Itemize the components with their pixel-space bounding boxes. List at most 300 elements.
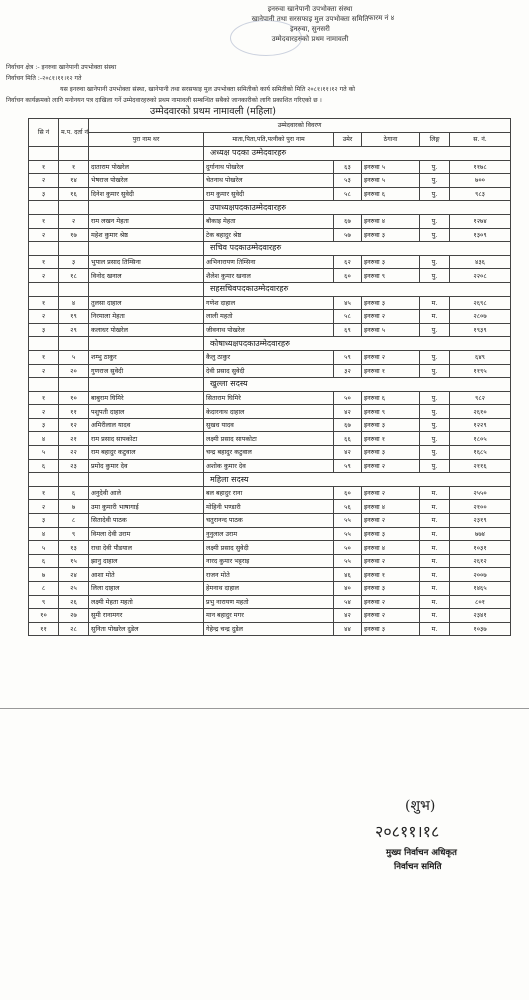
cell-sex: पु. xyxy=(420,364,450,378)
col-name: पुरा नाम थर xyxy=(89,133,204,147)
cell-addr: इनरुवा २ xyxy=(362,595,420,609)
cell-name: भुपाल प्रसाद तिम्सिना xyxy=(89,255,204,269)
cell-parent: लक्ष्मी प्रसाद सुवेदी xyxy=(204,541,334,555)
section-header-row xyxy=(29,201,511,215)
cell-age: ५० xyxy=(334,541,362,555)
section-spacer-cell xyxy=(59,378,89,392)
letterhead-line-4: उम्मेदवारहरुको प्रथम नामावली xyxy=(271,35,349,43)
cell-age: ५६ xyxy=(334,500,362,514)
section-label: खुल्ला सदस्य xyxy=(204,378,511,392)
cell-age: ४० xyxy=(334,582,362,596)
cell-sex: म. xyxy=(420,310,450,324)
cell-dn: ६ xyxy=(59,486,89,500)
cell-addr: इनरुवा ३ xyxy=(362,255,420,269)
letterhead xyxy=(200,4,420,44)
cell-addr: इनरुवा ३ xyxy=(362,622,420,636)
section-spacer-cell xyxy=(29,473,59,487)
cell-addr: इनरुवा ४ xyxy=(362,214,420,228)
cell-mno: ७०० xyxy=(450,174,511,188)
section-label: महिला सदस्य xyxy=(204,473,511,487)
cell-mno: २३१९ xyxy=(450,514,511,528)
cell-sex: पु. xyxy=(420,160,450,174)
cell-age: ५५ xyxy=(334,554,362,568)
cell-mno: १८०५ xyxy=(450,432,511,446)
cell-age: ६३ xyxy=(334,160,362,174)
table-row xyxy=(29,582,511,596)
cell-mno: १२७४ xyxy=(450,214,511,228)
cell-parent: जीवनाथ पोखरेल xyxy=(204,323,334,337)
section-spacer-cell xyxy=(29,282,59,296)
table-row xyxy=(29,486,511,500)
table-row xyxy=(29,174,511,188)
cell-dn: ८ xyxy=(59,514,89,528)
cell-sn: ५ xyxy=(29,541,59,555)
cell-dn: २० xyxy=(59,364,89,378)
cell-sn: ४ xyxy=(29,527,59,541)
cell-age: ४४ xyxy=(334,622,362,636)
cell-addr: इनरुवा ३ xyxy=(362,582,420,596)
cell-age: ४५ xyxy=(334,296,362,310)
cell-parent: अभिनारायण तिम्सिना xyxy=(204,255,334,269)
table-title: उम्मेदवारको प्रथम नामावली (महिला) xyxy=(150,106,276,117)
cell-sex: पु. xyxy=(420,418,450,432)
cell-mno: १९३९ xyxy=(450,323,511,337)
cell-addr: इनरुवा ६ xyxy=(362,187,420,201)
cell-addr: इनरुवा ५ xyxy=(362,160,420,174)
section-spacer-cell xyxy=(89,473,204,487)
cell-dn: २३ xyxy=(59,459,89,473)
cell-dn: १ xyxy=(59,160,89,174)
table-row xyxy=(29,364,511,378)
cell-sn: १ xyxy=(29,296,59,310)
cell-dn: १९ xyxy=(59,310,89,324)
cell-mno: ११७८ xyxy=(450,160,511,174)
cell-addr: इनरुवा २ xyxy=(362,554,420,568)
cell-mno: २६१० xyxy=(450,405,511,419)
cell-sn: २ xyxy=(29,174,59,188)
cell-parent: नारद कुमार भट्टराइ xyxy=(204,554,334,568)
cell-sn: १ xyxy=(29,391,59,405)
section-spacer-cell xyxy=(89,282,204,296)
cell-sex: पु. xyxy=(420,391,450,405)
cell-mno: २१०० xyxy=(450,500,511,514)
section-spacer-cell xyxy=(89,147,204,161)
cell-sn: ९ xyxy=(29,595,59,609)
cell-age: ५९ xyxy=(334,350,362,364)
table-row xyxy=(29,446,511,460)
letterhead-line-3: इनरुवा, सुनसरी xyxy=(290,25,330,33)
cell-age: ५५ xyxy=(334,514,362,528)
cell-name: सुमी रानामगर xyxy=(89,609,204,623)
cell-sex: म. xyxy=(420,541,450,555)
cell-addr: इनरुवा १ xyxy=(362,568,420,582)
cell-parent: सुखध यादव xyxy=(204,418,334,432)
col-reg-no: म.प. दर्ता नं xyxy=(59,119,89,147)
col-group-header: उम्मेदवारको विवरण xyxy=(89,119,511,133)
cell-mno: २२०८ xyxy=(450,269,511,283)
cell-parent: चन्द्र बहादुर कटुवाल xyxy=(204,446,334,460)
cell-sn: २ xyxy=(29,228,59,242)
cell-dn: २ xyxy=(59,214,89,228)
cell-name: भेषराज पोखरेल xyxy=(89,174,204,188)
letterhead-line-2: खानेपानी तथा सरसफाइ मुल उपभोक्ता समिति xyxy=(251,15,369,23)
section-spacer-cell xyxy=(89,242,204,256)
section-spacer-cell xyxy=(59,282,89,296)
cell-name: झानु दाहाल xyxy=(89,554,204,568)
table-row xyxy=(29,310,511,324)
section-spacer-cell xyxy=(89,378,204,392)
col-address: ठेगाना xyxy=(362,133,420,147)
cell-dn: २४ xyxy=(59,568,89,582)
cell-mno: १०३१ xyxy=(450,541,511,555)
signature-initial: (शुभ) xyxy=(405,798,436,814)
cell-parent: लक्ष्मी प्रसाद सापकोटा xyxy=(204,432,334,446)
cell-dn: २६ xyxy=(59,595,89,609)
cell-parent: बल बहादुर राना xyxy=(204,486,334,500)
cell-parent: हेमनाथ दाहाल xyxy=(204,582,334,596)
table-row xyxy=(29,527,511,541)
cell-sn: ७ xyxy=(29,568,59,582)
cell-sex: म. xyxy=(420,500,450,514)
cell-sex: म. xyxy=(420,296,450,310)
table-row xyxy=(29,323,511,337)
cell-sn: १ xyxy=(29,214,59,228)
cell-sn: १ xyxy=(29,350,59,364)
cell-mno: २८०७ xyxy=(450,310,511,324)
cell-sex: पु. xyxy=(420,255,450,269)
cell-name: अनुदेवी आले xyxy=(89,486,204,500)
section-spacer-cell xyxy=(59,147,89,161)
cell-sn: ३ xyxy=(29,514,59,528)
cell-sex: म. xyxy=(420,595,450,609)
cell-parent: प्रभु नारायण महतो xyxy=(204,595,334,609)
section-spacer-cell xyxy=(89,201,204,215)
cell-age: ४२ xyxy=(334,405,362,419)
cell-sex: म. xyxy=(420,514,450,528)
cell-sn: २ xyxy=(29,500,59,514)
cell-mno: २११६ xyxy=(450,459,511,473)
cell-sn: ६ xyxy=(29,554,59,568)
table-row xyxy=(29,391,511,405)
cell-addr: इनरुवा १ xyxy=(362,432,420,446)
cell-age: ६७ xyxy=(334,418,362,432)
table-row xyxy=(29,459,511,473)
cell-sex: पु. xyxy=(420,174,450,188)
cell-mno: २६१२ xyxy=(450,554,511,568)
table-row xyxy=(29,296,511,310)
cell-parent: गणेश दाहाल xyxy=(204,296,334,310)
cell-mno: २००७ xyxy=(450,568,511,582)
cell-dn: २९ xyxy=(59,323,89,337)
cell-dn: ५ xyxy=(59,350,89,364)
cell-age: ५८ xyxy=(334,310,362,324)
cell-age: ६० xyxy=(334,486,362,500)
cell-addr: इनरुवा ३ xyxy=(362,418,420,432)
cell-dn: ७ xyxy=(59,500,89,514)
cell-parent: सिताराम घिमिरे xyxy=(204,391,334,405)
cell-sn: १ xyxy=(29,486,59,500)
cell-name: तुलसा दाहाल xyxy=(89,296,204,310)
cell-sex: म. xyxy=(420,527,450,541)
section-spacer-cell xyxy=(29,378,59,392)
committee-name: निर्वाचन समिति xyxy=(394,862,442,872)
section-spacer-cell xyxy=(29,147,59,161)
cell-parent: चेतनाथ पोखरेल xyxy=(204,174,334,188)
cell-name: लिला दाहाल xyxy=(89,582,204,596)
cell-mno: २३४१ xyxy=(450,609,511,623)
section-header-row xyxy=(29,473,511,487)
section-label: कोषाध्यक्षपदकाउम्मेदवारहरु xyxy=(204,337,511,351)
table-row xyxy=(29,609,511,623)
col-sn: सि नं xyxy=(29,119,59,147)
cell-sex: म. xyxy=(420,568,450,582)
notice-body-1: यस इनरुवा खानेपानी उपभोक्ता संस्था, खानेपानी तथा सरसफाइ मुल उपभोक्ता समितीको कार्य समितीको मिति २०८१।११।१२ गते को xyxy=(60,86,355,93)
cell-dn: ९ xyxy=(59,527,89,541)
cell-dn: १७ xyxy=(59,228,89,242)
cell-name: पशुपती दाहाल xyxy=(89,405,204,419)
cell-name: शम्भु ठाकुर xyxy=(89,350,204,364)
cell-addr: इनरुवा २ xyxy=(362,486,420,500)
cell-addr: इनरुवा २ xyxy=(362,350,420,364)
cell-parent: दुर्गानाथ पोखरेल xyxy=(204,160,334,174)
cell-dn: १२ xyxy=(59,418,89,432)
cell-sn: २ xyxy=(29,364,59,378)
section-spacer-cell xyxy=(89,337,204,351)
cell-age: ४२ xyxy=(334,609,362,623)
cell-parent: गेहेन्द्र चन्द्र दुडेल xyxy=(204,622,334,636)
table-row xyxy=(29,595,511,609)
cell-parent: बौकाइ मेहता xyxy=(204,214,334,228)
cell-addr: इनरुवा ३ xyxy=(362,527,420,541)
cell-name: लक्ष्मी मेहता महतो xyxy=(89,595,204,609)
cell-name: दाताराम पोखरेल xyxy=(89,160,204,174)
table-row xyxy=(29,269,511,283)
table-row xyxy=(29,418,511,432)
cell-dn: ११ xyxy=(59,405,89,419)
cell-sn: २ xyxy=(29,310,59,324)
cell-addr: इनरुवा ४ xyxy=(362,541,420,555)
cell-name: निरमाला मेहता xyxy=(89,310,204,324)
section-spacer-cell xyxy=(59,242,89,256)
cell-sex: पु. xyxy=(420,350,450,364)
cell-sn: १० xyxy=(29,609,59,623)
cell-mno: १२२९ xyxy=(450,418,511,432)
table-row xyxy=(29,160,511,174)
cell-dn: १४ xyxy=(59,174,89,188)
col-age: उमेर xyxy=(334,133,362,147)
cell-parent: देवी प्रसाद सुवेदी xyxy=(204,364,334,378)
cell-mno: २५५० xyxy=(450,486,511,500)
cell-sn: ३ xyxy=(29,323,59,337)
cell-mno: ८०१ xyxy=(450,595,511,609)
table-row xyxy=(29,214,511,228)
cell-mno: १४६५ xyxy=(450,582,511,596)
col-sex: लिङ्ग xyxy=(420,133,450,147)
letterhead-line-1: इनरुवा खानेपानी उपभोक्ता संस्था xyxy=(267,5,353,13)
section-spacer-cell xyxy=(59,201,89,215)
cell-parent: राजन मोते xyxy=(204,568,334,582)
cell-sex: पु. xyxy=(420,214,450,228)
cell-sex: पु. xyxy=(420,187,450,201)
table-row xyxy=(29,432,511,446)
cell-name: सितादेवी पाठक xyxy=(89,514,204,528)
constituency-line: निर्वाचन क्षेत्र :- इनरुवा खानेपानी उपभोक्ता संस्था xyxy=(6,64,117,71)
cell-addr: इनरुवा २ xyxy=(362,310,420,324)
table-body xyxy=(29,147,511,636)
officer-title: मुख्य निर्वाचन अधिकृत xyxy=(386,848,457,858)
cell-parent: चतुरानन्द पाठक xyxy=(204,514,334,528)
cell-addr: इनरुवा २ xyxy=(362,459,420,473)
cell-age: ५० xyxy=(334,391,362,405)
candidate-table xyxy=(28,118,511,636)
cell-mno: १६८५ xyxy=(450,446,511,460)
form-number: फारम नं ४ xyxy=(368,14,395,22)
cell-age: ४६ xyxy=(334,568,362,582)
table-row xyxy=(29,405,511,419)
cell-dn: २१ xyxy=(59,432,89,446)
cell-sn: २ xyxy=(29,405,59,419)
cell-name: आशा मोते xyxy=(89,568,204,582)
table-row xyxy=(29,622,511,636)
cell-age: ५९ xyxy=(334,459,362,473)
section-label: सहसचिवपदकाउम्मेदवारहरु xyxy=(204,282,511,296)
cell-name: राम लखन मेहता xyxy=(89,214,204,228)
cell-sn: १ xyxy=(29,255,59,269)
cell-dn: २८ xyxy=(59,622,89,636)
table-row xyxy=(29,568,511,582)
cell-addr: इनरुवा ४ xyxy=(362,500,420,514)
cell-parent: शैलेश कुमार खनाल xyxy=(204,269,334,283)
table-row xyxy=(29,554,511,568)
cell-sex: पु. xyxy=(420,432,450,446)
cell-age: ४२ xyxy=(334,446,362,460)
section-spacer-cell xyxy=(29,337,59,351)
cell-sex: पु. xyxy=(420,405,450,419)
cell-parent: लाली महतो xyxy=(204,310,334,324)
cell-mno: ६४९ xyxy=(450,350,511,364)
cell-dn: ४ xyxy=(59,296,89,310)
cell-name: सुनिता पोखरेल दुडेल xyxy=(89,622,204,636)
col-member-no: स. नं. xyxy=(450,133,511,147)
cell-sex: म. xyxy=(420,622,450,636)
cell-sex: पु. xyxy=(420,323,450,337)
cell-age: ५८ xyxy=(334,187,362,201)
cell-name: राम प्रसाद सापकोटा xyxy=(89,432,204,446)
cell-dn: २७ xyxy=(59,609,89,623)
cell-addr: इनरुवा २ xyxy=(362,609,420,623)
cell-age: ५७ xyxy=(334,228,362,242)
cell-mno: ११९५ xyxy=(450,364,511,378)
cell-dn: १६ xyxy=(59,187,89,201)
cell-sex: म. xyxy=(420,609,450,623)
table-row xyxy=(29,228,511,242)
section-label: उपाध्यक्षपदकाउम्मेदवारहरु xyxy=(204,201,511,215)
cell-dn: २२ xyxy=(59,446,89,460)
section-header-row xyxy=(29,378,511,392)
cell-parent: अशोक कुमार देव xyxy=(204,459,334,473)
table-row xyxy=(29,541,511,555)
table-row xyxy=(29,255,511,269)
cell-dn: १० xyxy=(59,391,89,405)
cell-sex: पु. xyxy=(420,228,450,242)
cell-age: ५४ xyxy=(334,595,362,609)
cell-addr: इनरुवा ६ xyxy=(362,391,420,405)
cell-mno: २६९८ xyxy=(450,296,511,310)
cell-mno: १३०९ xyxy=(450,228,511,242)
cell-name: उमा कुमारी भाषागाई xyxy=(89,500,204,514)
notice-body-2: निर्वाचन कार्यक्रमको लागि मनोनयन पत्र दाखिला गर्ने उम्मेदवारहरुको प्रथम नामावली सम्बन्धित सबैको जानकारीको लागि प्रकाशित गरिएको छ । xyxy=(6,97,322,104)
cell-sn: ५ xyxy=(29,446,59,460)
section-header-row xyxy=(29,282,511,296)
section-label: अध्यक्ष पदका उम्मेदवारहरु xyxy=(204,147,511,161)
cell-name: कलाधर पोखरेल xyxy=(89,323,204,337)
cell-addr: इनरुवा ९ xyxy=(362,269,420,283)
cell-addr: इनरुवा ३ xyxy=(362,228,420,242)
section-spacer-cell xyxy=(29,201,59,215)
election-date-line: निर्वाचन मिति :-२०८१।११।१२ गते xyxy=(6,75,82,82)
signature-date: २०८११।१८ xyxy=(375,822,440,841)
cell-addr: इनरुवा १ xyxy=(362,364,420,378)
cell-sn: २ xyxy=(29,269,59,283)
cell-sex: पु. xyxy=(420,446,450,460)
cell-parent: कैलु ठाकुर xyxy=(204,350,334,364)
cell-name: दिनेश कुमार सुवेदी xyxy=(89,187,204,201)
col-parent: माता,पिता,पति,पत्नीको पुरा नाम xyxy=(204,133,334,147)
cell-name: गुणराज सुवेदी xyxy=(89,364,204,378)
cell-parent: मान बहादुर मगर xyxy=(204,609,334,623)
cell-name: अमिरीलाल यादव xyxy=(89,418,204,432)
cell-sn: ३ xyxy=(29,187,59,201)
cell-sex: म. xyxy=(420,582,450,596)
cell-sn: १ xyxy=(29,160,59,174)
cell-sex: म. xyxy=(420,486,450,500)
cell-parent: मोहिनी भण्डारी xyxy=(204,500,334,514)
cell-name: राधा देवी पौडयाल xyxy=(89,541,204,555)
cell-name: विमला देवी उराम xyxy=(89,527,204,541)
cell-name: राम बहादुर कटुवाल xyxy=(89,446,204,460)
cell-sn: ८ xyxy=(29,582,59,596)
cell-addr: इनरुवा ३ xyxy=(362,446,420,460)
section-header-row xyxy=(29,337,511,351)
cell-sn: ११ xyxy=(29,622,59,636)
cell-age: ६९ xyxy=(334,323,362,337)
cell-dn: १८ xyxy=(59,269,89,283)
section-label: सचिव पदकाउम्मेदवारहरु xyxy=(204,242,511,256)
cell-sex: म. xyxy=(420,554,450,568)
table-row xyxy=(29,514,511,528)
cell-parent: नुनुलाल उराम xyxy=(204,527,334,541)
cell-addr: इनरुवा ९ xyxy=(362,405,420,419)
table-row xyxy=(29,187,511,201)
cell-age: ३२ xyxy=(334,364,362,378)
cell-dn: ३ xyxy=(59,255,89,269)
cell-mno: ७७४ xyxy=(450,527,511,541)
cell-sn: ६ xyxy=(29,459,59,473)
cell-sn: ४ xyxy=(29,432,59,446)
cell-sn: ३ xyxy=(29,418,59,432)
table-row xyxy=(29,350,511,364)
cell-age: ५३ xyxy=(334,174,362,188)
cell-age: ६२ xyxy=(334,255,362,269)
cell-dn: १३ xyxy=(59,541,89,555)
section-header-row xyxy=(29,242,511,256)
section-header-row xyxy=(29,147,511,161)
page-fold-line xyxy=(0,708,529,709)
cell-mno: १०३७ xyxy=(450,622,511,636)
cell-dn: १५ xyxy=(59,554,89,568)
cell-name: प्रमोद कुमार देव xyxy=(89,459,204,473)
cell-name: महेश कुमार श्रेष्ठ xyxy=(89,228,204,242)
